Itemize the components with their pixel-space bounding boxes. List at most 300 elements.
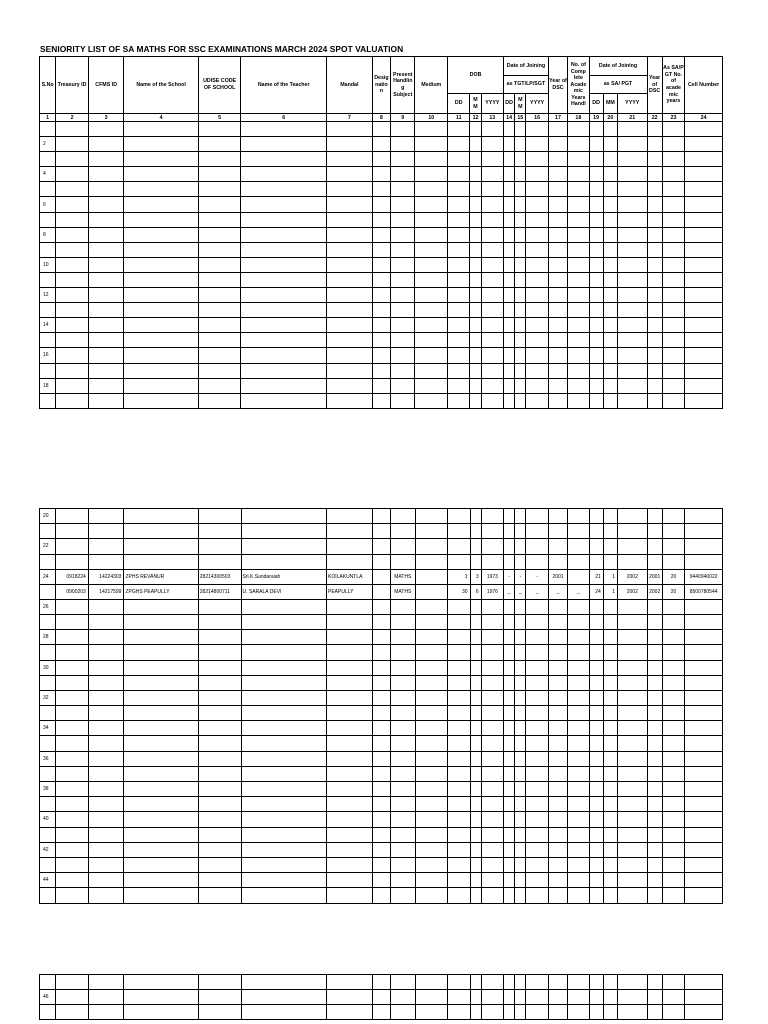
table-cell: [618, 660, 648, 675]
table-cell: [526, 272, 548, 287]
table-cell: [685, 242, 723, 257]
table-cell: [124, 645, 198, 660]
table-cell: [415, 706, 448, 721]
table-cell: [372, 137, 390, 152]
table-cell: [326, 227, 372, 242]
table-cell: [526, 257, 548, 272]
header-complete-years: No. of Comp lete Acade mic Years Handl: [568, 57, 589, 114]
table-cell: [372, 182, 390, 197]
table-cell: [391, 736, 415, 751]
table-cell: [504, 318, 515, 333]
table-cell: [589, 122, 603, 137]
table-cell: [448, 888, 470, 903]
column-number: 14: [504, 114, 515, 122]
table-cell: [88, 766, 124, 781]
table-cell: [526, 975, 548, 990]
table-cell: [603, 363, 617, 378]
table-cell: [415, 1005, 448, 1020]
table-cell: [589, 827, 603, 842]
cell-tgt-dd: -: [504, 569, 515, 584]
table-cell: [568, 645, 589, 660]
table-cell: [603, 888, 617, 903]
cell-treasury: 0900203: [56, 584, 89, 599]
table-cell: [504, 393, 515, 408]
table-cell: [548, 975, 567, 990]
table-cell: [504, 363, 515, 378]
table-cell: [124, 318, 198, 333]
table-cell: [618, 827, 648, 842]
table-cell: [470, 212, 481, 227]
table-cell: [470, 122, 481, 137]
table-cell: [481, 706, 503, 721]
header-year-dsc-2: Year of DSC: [647, 57, 662, 114]
table-cell: [372, 873, 390, 888]
cell-tgt-dd: _: [504, 584, 515, 599]
table-cell: [504, 348, 515, 363]
table-cell: [589, 288, 603, 303]
cell-subject: MATHS: [391, 569, 415, 584]
table-cell: [526, 842, 548, 857]
table-cell: [88, 242, 124, 257]
table-cell: [481, 272, 503, 287]
table-cell: [448, 242, 470, 257]
table-cell: [241, 990, 327, 1005]
table-cell: [515, 348, 526, 363]
table-cell: [415, 272, 448, 287]
table-cell: [56, 318, 89, 333]
table-cell: [415, 827, 448, 842]
table-cell: [685, 257, 723, 272]
table-cell: [618, 857, 648, 872]
table-cell: [56, 766, 89, 781]
table-cell: [56, 242, 89, 257]
table-cell: [481, 614, 503, 629]
table-cell: [618, 675, 648, 690]
table-cell: [504, 182, 515, 197]
table-cell: [617, 393, 647, 408]
table-cell: [589, 393, 603, 408]
table-cell: [603, 797, 617, 812]
table-cell: [662, 690, 684, 705]
table-cell: [548, 1005, 567, 1020]
table-cell: [662, 599, 684, 614]
table-cell: [526, 152, 548, 167]
table-cell: [448, 363, 470, 378]
header-designation: Desig natio n: [372, 57, 390, 114]
table-cell: [327, 645, 373, 660]
table-cell: [481, 212, 503, 227]
table-cell: [662, 122, 684, 137]
table-cell: [685, 509, 723, 524]
table-cell: [568, 318, 589, 333]
seniority-table-section-1: [39, 56, 723, 409]
table-cell: [504, 272, 515, 287]
table-cell: [448, 827, 470, 842]
table-cell: [198, 272, 241, 287]
table-cell: [391, 797, 415, 812]
table-cell: [198, 842, 241, 857]
serial-number: 44: [40, 873, 56, 888]
table-cell: [448, 378, 470, 393]
table-cell: [504, 288, 515, 303]
table-cell: [481, 766, 503, 781]
table-cell: [448, 539, 470, 554]
table-cell: [515, 122, 526, 137]
table-cell: [647, 554, 662, 569]
table-cell: [603, 524, 617, 539]
table-row: [40, 690, 723, 705]
table-cell: [568, 378, 589, 393]
table-cell: [198, 509, 241, 524]
table-row: [40, 751, 723, 766]
table-cell: [198, 675, 241, 690]
table-cell: [647, 857, 662, 872]
table-cell: [448, 288, 470, 303]
table-cell: [448, 227, 470, 242]
table-cell: [326, 288, 372, 303]
table-cell: [481, 857, 503, 872]
table-cell: [124, 975, 198, 990]
table-cell: [568, 393, 589, 408]
table-cell: [198, 990, 241, 1005]
table-cell: [88, 599, 124, 614]
table-cell: [504, 539, 515, 554]
table-cell: [326, 378, 372, 393]
column-number: 11: [448, 114, 470, 122]
table-cell: [647, 227, 662, 242]
table-cell: [391, 660, 415, 675]
table-cell: [603, 303, 617, 318]
serial-number: 14: [40, 318, 56, 333]
table-cell: [241, 539, 327, 554]
table-cell: [391, 303, 415, 318]
table-cell: [88, 122, 124, 137]
table-cell: [685, 197, 723, 212]
table-cell: [56, 812, 89, 827]
table-cell: [526, 812, 548, 827]
table-cell: [415, 782, 448, 797]
table-cell: [568, 524, 589, 539]
table-cell: [241, 675, 327, 690]
header-cfms-id: CFMS ID: [88, 57, 124, 114]
table-cell: [391, 539, 415, 554]
table-cell: [415, 630, 448, 645]
table-cell: [124, 363, 198, 378]
table-cell: [448, 318, 470, 333]
table-cell: [88, 333, 124, 348]
table-cell: [56, 167, 89, 182]
serial-number: 38: [40, 782, 56, 797]
table-cell: [589, 212, 603, 227]
table-cell: [481, 675, 503, 690]
table-cell: [391, 509, 415, 524]
table-cell: [568, 614, 589, 629]
table-cell: [470, 524, 481, 539]
table-cell: [481, 873, 503, 888]
table-cell: [548, 990, 567, 1005]
table-cell: [662, 363, 684, 378]
table-cell: [391, 393, 415, 408]
table-cell: [88, 630, 124, 645]
table-cell: [470, 797, 481, 812]
table-row: [40, 554, 723, 569]
table-cell: [448, 303, 470, 318]
column-number: 13: [481, 114, 503, 122]
header-sa-yyyy: YYYY: [617, 94, 647, 114]
table-cell: [124, 599, 198, 614]
table-cell: [685, 393, 723, 408]
table-cell: [568, 333, 589, 348]
table-cell: [647, 167, 662, 182]
table-cell: [88, 990, 124, 1005]
table-cell: [40, 554, 56, 569]
table-cell: [124, 797, 198, 812]
table-cell: [568, 990, 589, 1005]
table-cell: [470, 137, 481, 152]
table-cell: [327, 782, 373, 797]
column-number: 8: [372, 114, 390, 122]
table-cell: [548, 272, 567, 287]
table-cell: [326, 152, 372, 167]
table-cell: [448, 873, 470, 888]
table-cell: [470, 197, 481, 212]
table-cell: [56, 378, 89, 393]
cell-dob-yyyy: 1973: [481, 569, 503, 584]
table-cell: [40, 857, 56, 872]
header-school-name: Name of the School: [124, 57, 198, 114]
header-tgt-dd: DD: [504, 94, 515, 114]
table-cell: [526, 706, 548, 721]
table-cell: [515, 1005, 526, 1020]
table-row: [40, 257, 723, 272]
table-cell: [589, 812, 603, 827]
table-cell: [470, 167, 481, 182]
table-cell: [241, 333, 326, 348]
table-cell: [685, 288, 723, 303]
table-cell: [326, 333, 372, 348]
table-cell: [515, 524, 526, 539]
table-cell: [56, 690, 89, 705]
table-cell: [526, 288, 548, 303]
table-cell: [647, 599, 662, 614]
cell-udise: 28214300503: [198, 569, 241, 584]
table-cell: [56, 152, 89, 167]
table-cell: [589, 660, 603, 675]
table-cell: [481, 842, 503, 857]
table-cell: [448, 554, 470, 569]
header-sa-mm: MM: [603, 94, 617, 114]
table-cell: [56, 614, 89, 629]
table-cell: [603, 122, 617, 137]
table-cell: [548, 348, 567, 363]
table-cell: [327, 630, 373, 645]
table-cell: [198, 975, 241, 990]
column-number: 20: [603, 114, 617, 122]
table-cell: [56, 197, 89, 212]
table-cell: [470, 614, 481, 629]
cell-complete-years: _: [568, 584, 589, 599]
table-cell: [56, 736, 89, 751]
table-cell: [241, 393, 326, 408]
table-cell: [241, 137, 326, 152]
table-cell: [56, 539, 89, 554]
cell-subject: MATHS: [391, 584, 415, 599]
table-cell: [241, 288, 326, 303]
column-number: 7: [326, 114, 372, 122]
table-cell: [372, 212, 390, 227]
table-cell: [327, 888, 373, 903]
table-cell: [617, 257, 647, 272]
table-cell: [372, 782, 390, 797]
table-cell: [88, 509, 124, 524]
table-cell: [241, 242, 326, 257]
serial-number: 22: [40, 539, 56, 554]
table-cell: [618, 888, 648, 903]
table-cell: [198, 539, 241, 554]
table-cell: [526, 197, 548, 212]
table-cell: [198, 197, 241, 212]
table-cell: [391, 242, 415, 257]
serial-number: 30: [40, 660, 56, 675]
table-cell: [415, 378, 448, 393]
table-cell: [415, 614, 448, 629]
table-cell: [548, 122, 567, 137]
table-cell: [241, 227, 326, 242]
table-cell: [617, 288, 647, 303]
table-cell: [603, 152, 617, 167]
table-cell: [198, 599, 241, 614]
cell-sa-mm: 1: [603, 584, 617, 599]
table-cell: [589, 137, 603, 152]
table-cell: [568, 797, 589, 812]
table-cell: [589, 318, 603, 333]
cell-sa-yyyy: 2002: [618, 569, 648, 584]
table-cell: [504, 645, 515, 660]
table-cell: [415, 599, 448, 614]
table-row: [40, 975, 723, 990]
cell-mandal: PEAPULLY: [327, 584, 373, 599]
table-cell: [241, 152, 326, 167]
table-cell: [662, 706, 684, 721]
table-cell: [515, 857, 526, 872]
table-cell: [327, 675, 373, 690]
table-cell: [415, 197, 448, 212]
table-cell: [568, 827, 589, 842]
table-row: [40, 152, 723, 167]
table-cell: [241, 197, 326, 212]
table-cell: [88, 645, 124, 660]
table-cell: [526, 690, 548, 705]
column-number: 16: [526, 114, 548, 122]
table-cell: [515, 797, 526, 812]
table-cell: [589, 167, 603, 182]
column-number: 19: [589, 114, 603, 122]
table-cell: [372, 736, 390, 751]
table-cell: [372, 318, 390, 333]
table-cell: [548, 614, 567, 629]
table-cell: [515, 706, 526, 721]
table-cell: [470, 539, 481, 554]
table-cell: [526, 539, 548, 554]
table-cell: [448, 706, 470, 721]
table-cell: [124, 706, 198, 721]
header-doj-tgt: Date of Joining: [504, 57, 549, 76]
header-doj-sa: Date of Joining: [589, 57, 647, 76]
table-cell: [470, 318, 481, 333]
cell-year-dsc2: 2001: [647, 569, 662, 584]
table-cell: [548, 242, 567, 257]
table-cell: [603, 857, 617, 872]
table-cell: [124, 857, 198, 872]
table-cell: [481, 660, 503, 675]
table-cell: [481, 348, 503, 363]
table-cell: [372, 378, 390, 393]
table-cell: [568, 227, 589, 242]
table-cell: [548, 812, 567, 827]
table-cell: [470, 152, 481, 167]
table-cell: [589, 614, 603, 629]
table-cell: [56, 857, 89, 872]
table-cell: [415, 288, 448, 303]
table-cell: [568, 137, 589, 152]
table-cell: [198, 212, 241, 227]
table-cell: [685, 212, 723, 227]
table-cell: [470, 288, 481, 303]
table-cell: [515, 660, 526, 675]
table-cell: [198, 303, 241, 318]
table-cell: [372, 122, 390, 137]
table-cell: [647, 122, 662, 137]
table-cell: [548, 333, 567, 348]
table-cell: [603, 137, 617, 152]
table-cell: [504, 888, 515, 903]
table-cell: [515, 212, 526, 227]
table-cell: [526, 363, 548, 378]
table-row: [40, 348, 723, 363]
table-cell: [617, 122, 647, 137]
table-cell: [647, 333, 662, 348]
column-number: 23: [662, 114, 684, 122]
table-cell: [568, 539, 589, 554]
table-cell: [88, 675, 124, 690]
table-cell: [481, 182, 503, 197]
table-cell: [40, 363, 56, 378]
table-cell: [662, 827, 684, 842]
table-cell: [470, 393, 481, 408]
table-cell: [241, 827, 327, 842]
table-cell: [88, 212, 124, 227]
table-cell: [372, 333, 390, 348]
table-cell: [448, 660, 470, 675]
table-cell: [662, 197, 684, 212]
table-cell: [618, 630, 648, 645]
table-cell: [504, 721, 515, 736]
serial-number: 32: [40, 690, 56, 705]
table-cell: [481, 554, 503, 569]
cell-year-dsc1: _: [548, 584, 567, 599]
table-cell: [241, 842, 327, 857]
table-cell: [526, 888, 548, 903]
table-cell: [589, 554, 603, 569]
table-cell: [372, 167, 390, 182]
table-cell: [56, 645, 89, 660]
table-cell: [88, 257, 124, 272]
table-cell: [618, 539, 648, 554]
table-cell: [56, 333, 89, 348]
table-cell: [568, 303, 589, 318]
table-cell: [526, 675, 548, 690]
table-cell: [618, 509, 648, 524]
